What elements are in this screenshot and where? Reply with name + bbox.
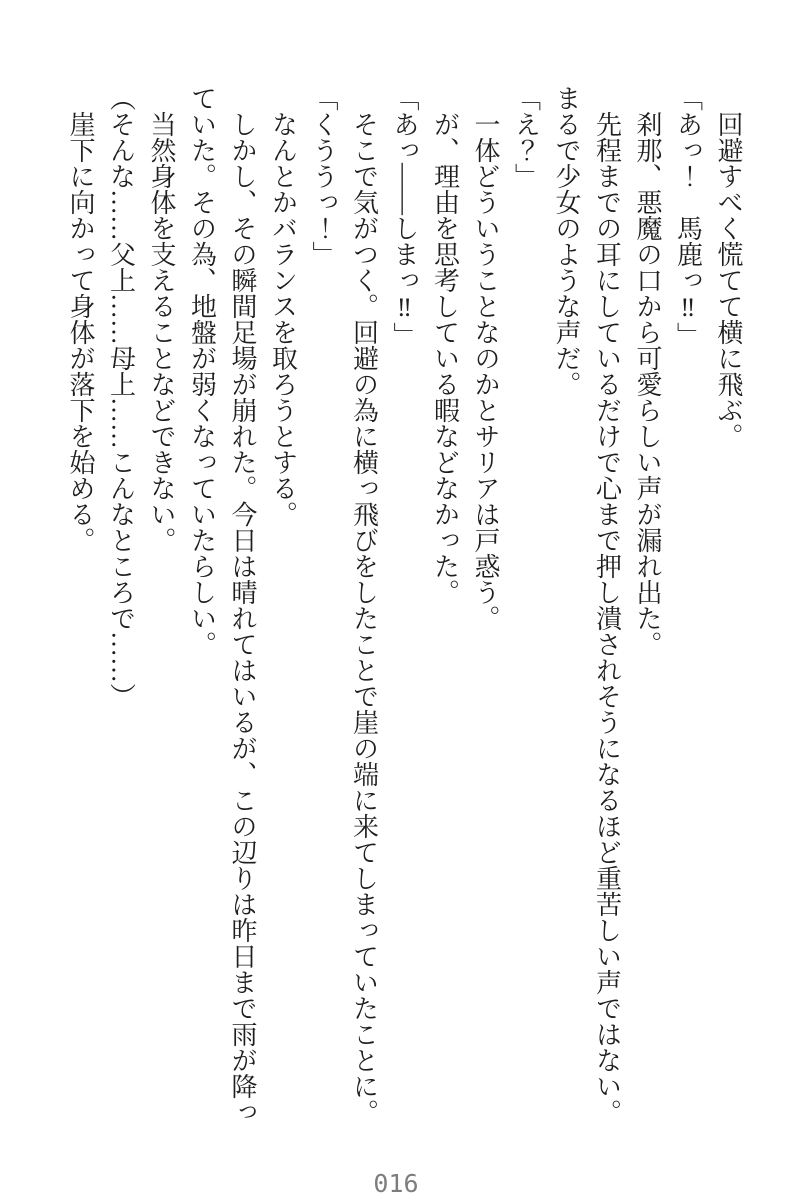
text-line: 回避すべく慌てて横に飛ぶ。 — [714, 111, 743, 449]
text-line: 「え？」 — [511, 85, 541, 189]
text-line: 「あっ――しまっ‼」 — [390, 85, 419, 348]
text-line: 「あっ！ 馬鹿っ‼」 — [673, 85, 703, 348]
text-line: 崖下に向かって身体が落下を始める。 — [66, 111, 95, 553]
text-line: 刹那、悪魔の口から可愛らしい声が漏れ出た。 — [633, 111, 662, 657]
text-line: しかし、その瞬間足場が崩れた。今日は晴れてはいるが、この辺りは昨日まで雨が降っ — [228, 111, 257, 1125]
text-line: なんとかバランスを取ろうとする。 — [268, 111, 298, 527]
text-line: まるで少女のような声だ。 — [552, 85, 581, 397]
text-line: （そんな……父上……母上……こんなところで……） — [106, 85, 136, 709]
vertical-text-block — [58, 85, 748, 1129]
text-line: 先程までの耳にしているだけで心まで押し潰されそうになるほど重苦しい声ではない。 — [592, 111, 622, 1125]
text-line: 当然身体を支えることなどできない。 — [147, 111, 176, 553]
text-line: 一体どういうことなのかとサリアは戸惑う。 — [471, 111, 500, 631]
text-line: が、理由を思考している暇などなかった。 — [430, 111, 460, 605]
page-number: 016 — [373, 1169, 419, 1198]
text-line: そこで気がつく。回避の為に横っ飛びをしたことで崖の端に来てしまっていたことに。 — [349, 111, 379, 1125]
text-line: ていた。その為、地盤が弱くなっていたらしい。 — [187, 85, 217, 657]
text-line: 「くううっ！」 — [309, 85, 338, 267]
